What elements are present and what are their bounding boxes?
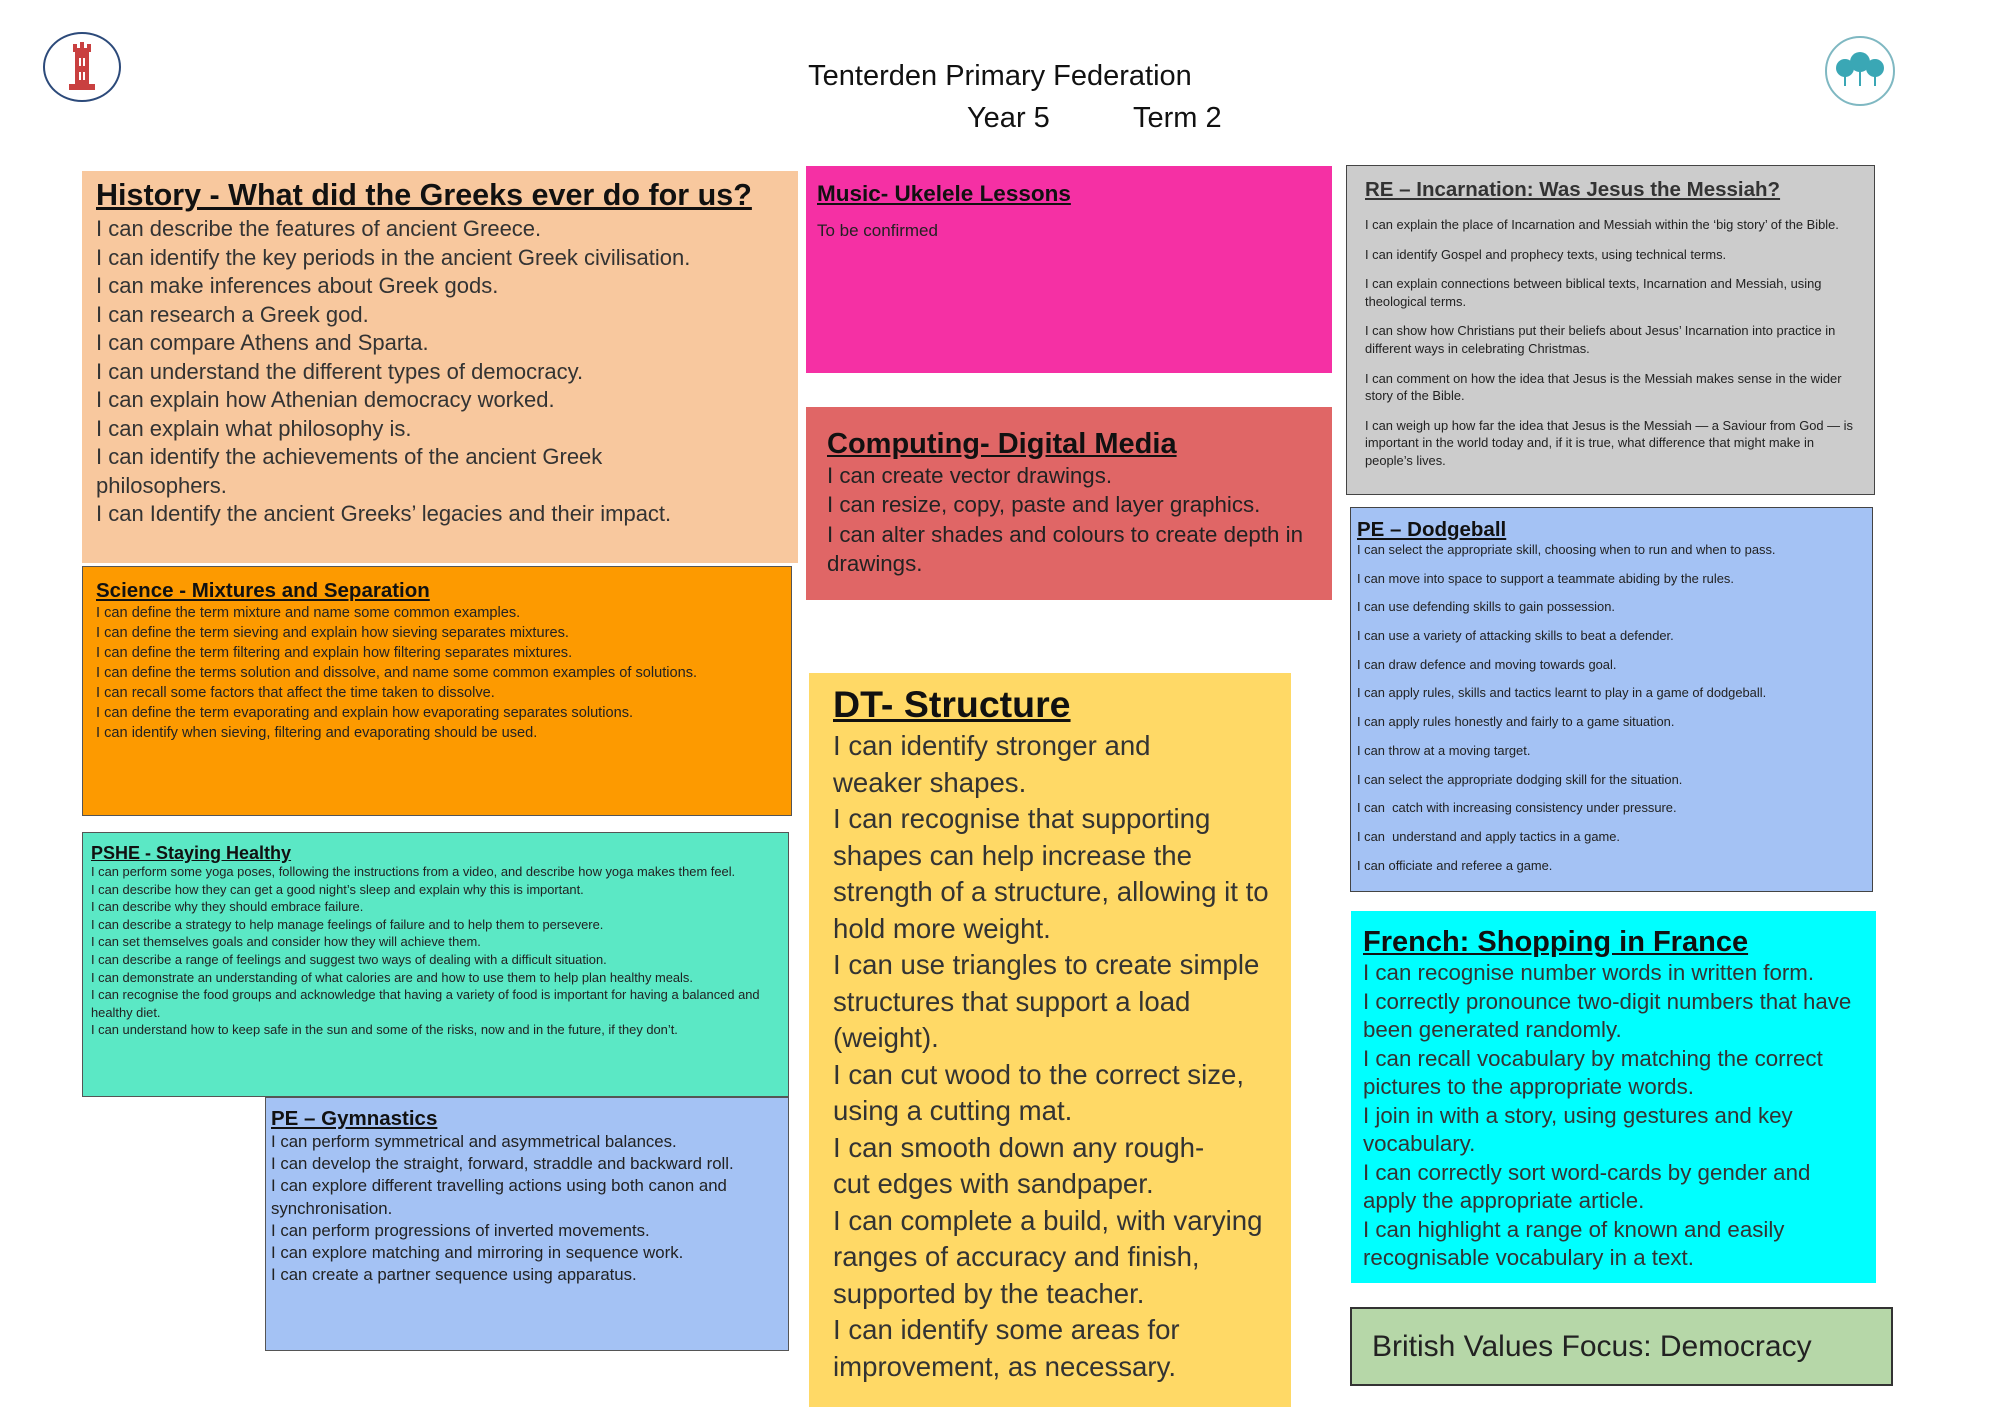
- history-panel: [82, 171, 798, 563]
- gymnastics-title: PE – Gymnastics: [271, 1107, 438, 1130]
- pshe-title: PSHE - Staying Healthy: [91, 843, 292, 863]
- computing-list: [827, 461, 1324, 578]
- list-item: I can weigh up how far the idea that Jesus is the Messiah — a Saviour from God — is important in the world today and, if it is true, what difference that might make in people’s lives.: [1365, 417, 1853, 468]
- re-panel: [1346, 165, 1875, 495]
- list-item: I can explain connections between biblical texts, Incarnation and Messiah, using theological terms.: [1365, 276, 1822, 309]
- list-item: I can throw at a moving target.: [1357, 742, 1531, 758]
- list-item: I can describe why they should embrace failure.: [91, 899, 364, 915]
- list-item: I can set themselves goals and consider how they will achieve them.: [91, 934, 481, 950]
- list-item: I can identify some areas for improvement, as necessary.: [833, 1314, 1180, 1382]
- french-list: [1363, 959, 1864, 1273]
- list-item: I can perform symmetrical and asymmetrical balances.: [271, 1132, 677, 1151]
- music-title: Music- Ukelele Lessons: [817, 181, 1071, 206]
- page-title: Tenterden Primary Federation: [808, 60, 1192, 92]
- list-item: I can officiate and referee a game.: [1357, 857, 1553, 873]
- dodgeball-list: [1357, 542, 1864, 874]
- list-item: I can comment on how the idea that Jesus is the Messiah makes sense in the wider story of the Bible.: [1365, 370, 1842, 404]
- list-item: I can describe the features of ancient Greece.: [96, 216, 542, 241]
- british-values-text: British Values Focus: Democracy: [1372, 1330, 1812, 1363]
- gymnastics-list: [271, 1131, 780, 1286]
- list-item: I can identify the achievements of the ancient Greek philosophers.: [96, 444, 603, 498]
- list-item: I can explore different travelling actions using both canon and synchronisation.: [271, 1176, 727, 1218]
- list-item: I can use defending skills to gain possession.: [1357, 599, 1615, 615]
- list-item: I can compare Athens and Sparta.: [96, 330, 429, 355]
- history-title: History - What did the Greeks ever do for us?: [96, 178, 752, 212]
- list-item: I can move into space to support a teammate abiding by the rules.: [1357, 570, 1734, 586]
- pshe-list: [91, 863, 780, 1039]
- list-item: I can understand and apply tactics in a game.: [1357, 828, 1620, 844]
- list-item: I can make inferences about Greek gods.: [96, 273, 499, 298]
- science-title: Science - Mixtures and Separation: [96, 579, 430, 602]
- french-title: French: Shopping in France: [1363, 926, 1749, 958]
- list-item: I can alter shades and colours to create depth in drawings.: [827, 521, 1303, 576]
- list-item: I can recognise the food groups and acknowledge that having a variety of food is important for having a balanced and healthy diet.: [91, 987, 760, 1020]
- dodgeball-title: PE – Dodgeball: [1357, 518, 1507, 541]
- list-item: I can identify when sieving, filtering and evaporating should be used.: [96, 725, 538, 741]
- list-item: I can understand the different types of democracy.: [96, 358, 584, 384]
- list-item: I can demonstrate an understanding of what calories are and how to use them to help plan healthy meals.: [91, 969, 693, 985]
- list-item: I can identify stronger and weaker shapes.: [833, 730, 1151, 798]
- list-item: I can apply rules, skills and tactics learnt to play in a game of dodgeball.: [1357, 685, 1767, 701]
- list-item: I can draw defence and moving towards goal.: [1357, 656, 1617, 672]
- list-item: I can smooth down any rough-cut edges with sandpaper.: [833, 1131, 1205, 1199]
- computing-panel: [806, 407, 1332, 600]
- gymnastics-panel: [265, 1097, 789, 1351]
- list-item: I can explain the place of Incarnation and Messiah within the ‘big story’ of the Bible.: [1365, 217, 1839, 232]
- list-item: I can resize, copy, paste and layer graphics.: [827, 492, 1261, 518]
- re-list: [1365, 216, 1854, 470]
- list-item: I can define the term sieving and explain how sieving separates mixtures.: [96, 625, 569, 641]
- year-label: Year 5: [967, 102, 1050, 134]
- list-item: I can Identify the ancient Greeks’ legacies and their impact.: [96, 501, 672, 526]
- list-item: I can recall some factors that affect the time taken to dissolve.: [96, 685, 495, 701]
- british-values-panel: [1350, 1307, 1893, 1386]
- list-item: I can recognise number words in written form.: [1363, 960, 1815, 985]
- list-item: I can perform progressions of inverted movements.: [271, 1220, 650, 1240]
- list-item: I can cut wood to the correct size, using a cutting mat.: [833, 1058, 1245, 1126]
- list-item: I can recognise that supporting shapes can help increase the strength of a structure, allowing it to hold more weight.: [833, 803, 1269, 944]
- list-item: I can define the term mixture and name some common examples.: [96, 605, 521, 621]
- french-panel: [1351, 911, 1876, 1283]
- list-item: I can research a Greek god.: [96, 301, 369, 327]
- list-item: I can describe a strategy to help manage feelings of failure and to help them to persevere.: [91, 916, 604, 932]
- list-item: I can define the terms solution and dissolve, and name some common examples of solutions.: [96, 665, 698, 681]
- list-item: I correctly pronounce two-digit numbers that have been generated randomly.: [1363, 988, 1852, 1042]
- dt-title: DT- Structure: [833, 683, 1071, 725]
- list-item: I can select the appropriate dodging skill for the situation.: [1357, 771, 1683, 787]
- list-item: I can complete a build, with varying ranges of accuracy and finish, supported by the teacher.: [833, 1204, 1263, 1309]
- pshe-panel: [82, 832, 789, 1097]
- re-title: RE – Incarnation: Was Jesus the Messiah?: [1365, 178, 1781, 201]
- computing-title: Computing- Digital Media: [827, 428, 1177, 460]
- music-text: To be confirmed: [817, 221, 938, 240]
- music-panel: [806, 166, 1332, 373]
- science-list: [96, 603, 779, 743]
- term-label: Term 2: [1133, 102, 1222, 134]
- list-item: I join in with a story, using gestures and key vocabulary.: [1363, 1102, 1793, 1156]
- list-item: I can identify Gospel and prophecy texts, using technical terms.: [1365, 246, 1727, 262]
- dt-panel: [809, 673, 1291, 1407]
- list-item: I can explain how Athenian democracy worked.: [96, 387, 555, 412]
- list-item: I can develop the straight, forward, straddle and backward roll.: [271, 1154, 734, 1174]
- school-logo-right: [1825, 36, 1895, 106]
- list-item: I can perform some yoga poses, following the instructions from a video, and describe how yoga makes them feel.: [91, 864, 736, 879]
- list-item: I can recall vocabulary by matching the correct pictures to the appropriate words.: [1363, 1045, 1823, 1099]
- list-item: I can understand how to keep safe in the sun and some of the risks, now and in the future, if they don’t.: [91, 1022, 678, 1038]
- history-list: [96, 215, 784, 529]
- list-item: I can create vector drawings.: [827, 463, 1113, 488]
- list-item: I can create a partner sequence using apparatus.: [271, 1265, 637, 1285]
- list-item: I can select the appropriate skill, choosing when to run and when to pass.: [1357, 542, 1776, 557]
- list-item: I can show how Christians put their beliefs about Jesus’ Incarnation into practice in different ways in celebrating Christmas.: [1365, 323, 1836, 356]
- list-item: I can explore matching and mirroring in sequence work.: [271, 1243, 684, 1263]
- dt-list: [833, 728, 1285, 1385]
- list-item: I can describe a range of feelings and suggest two ways of dealing with a difficult situation.: [91, 951, 607, 967]
- list-item: I can define the term filtering and explain how filtering separates mixtures.: [96, 645, 573, 661]
- list-item: I can use a variety of attacking skills to beat a defender.: [1357, 628, 1674, 644]
- list-item: I can define the term evaporating and explain how evaporating separates solutions.: [96, 705, 634, 721]
- list-item: I can explain what philosophy is.: [96, 415, 412, 441]
- list-item: I can highlight a range of known and easily recognisable vocabulary in a text.: [1363, 1216, 1785, 1270]
- dodgeball-panel: [1350, 507, 1873, 892]
- science-panel: [82, 566, 792, 816]
- list-item: I can identify the key periods in the ancient Greek civilisation.: [96, 244, 691, 270]
- list-item: I can use triangles to create simple structures that support a load (weight).: [833, 949, 1260, 1053]
- list-item: I can apply rules honestly and fairly to a game situation.: [1357, 714, 1675, 730]
- list-item: I can catch with increasing consistency under pressure.: [1357, 800, 1677, 816]
- trees-icon: [1827, 38, 1893, 104]
- list-item: I can describe how they can get a good night’s sleep and explain why this is important.: [91, 881, 584, 897]
- list-item: I can correctly sort word-cards by gender and apply the appropriate article.: [1363, 1159, 1811, 1213]
